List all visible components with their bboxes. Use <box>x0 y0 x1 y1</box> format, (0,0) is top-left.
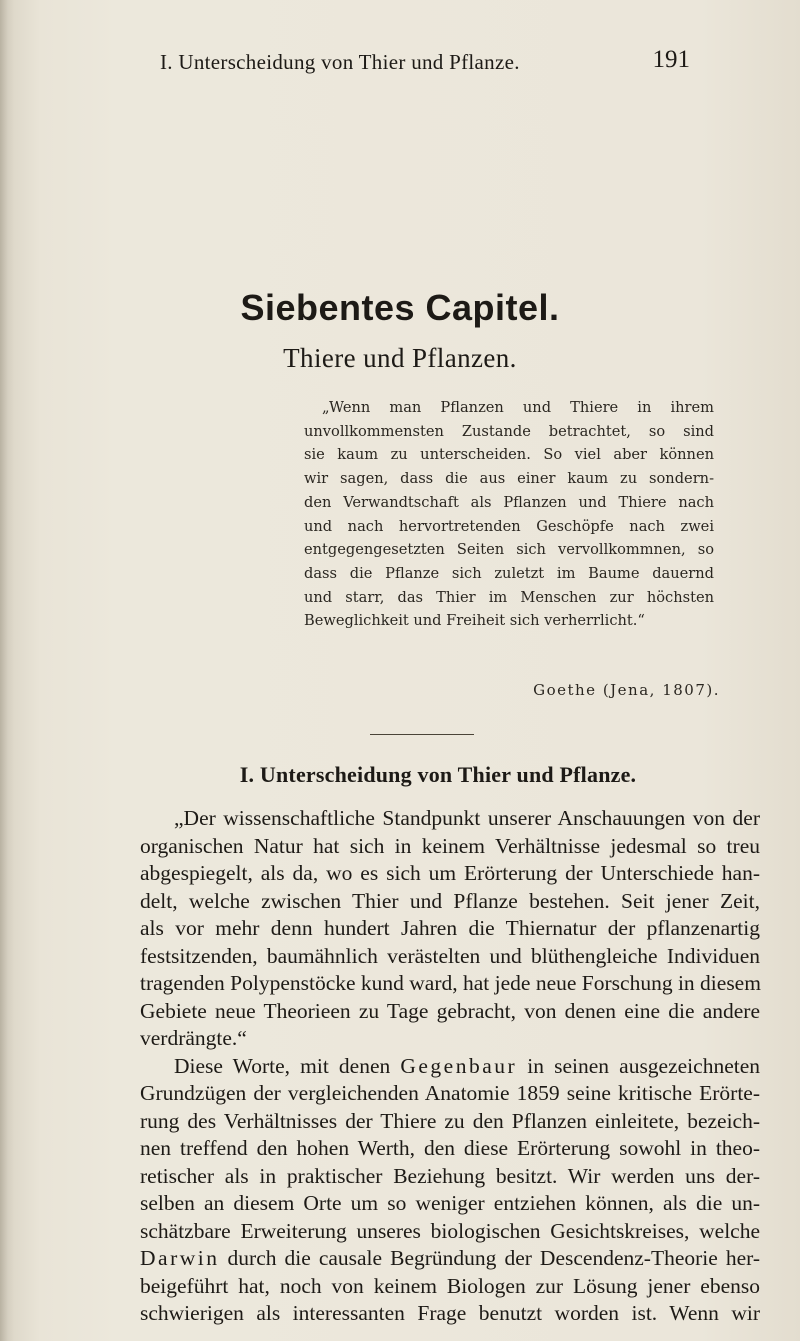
epigraph <box>304 396 714 633</box>
section-heading: I. Unterscheidung von Thier und Pflanze. <box>239 762 637 787</box>
body-line-with-author <box>140 1245 760 1273</box>
body-line: retischer als in praktischer Beziehung besitzt. Wir werden uns der- <box>140 1163 760 1188</box>
epigraph-line: und starr, das Thier im Menschen zur höchsten <box>304 588 714 606</box>
page-number: 191 <box>652 46 690 73</box>
body-line: beigeführt hat, noch von keinem Biologen zur Lösung jener ebenso <box>140 1273 760 1298</box>
body-line: abgespiegelt, als da, wo es sich um Erörterung der Unterschiede han- <box>140 861 760 885</box>
epigraph-line: „Wenn man Pflanzen und Thiere in ihrem <box>322 399 714 416</box>
body-line: schätzbare Erweiterung unseres biologischen Gesichtskreises, welche <box>140 1218 760 1243</box>
body-line-rest: durch die causale Begründung der Descendenz-Theorie her- <box>227 1246 761 1270</box>
epigraph-line: entgegengesetzten Seiten sich vervollkommnen, so <box>304 541 714 559</box>
epigraph-line: den Verwandtschaft als Pflanzen und Thiere nach <box>304 493 714 511</box>
body-line: rung des Verhältnisses der Thiere zu den Pflanzen einleitete, bezeich- <box>140 1108 760 1133</box>
body-line: verdrängte.“ <box>140 1026 247 1050</box>
body-line: als vor mehr denn hundert Jahren die Thiernatur der pflanzenartig <box>140 916 760 940</box>
section-separator-rule <box>370 734 474 735</box>
epigraph-line: sie kaum zu unterscheiden. So viel aber können <box>304 446 714 464</box>
author-name-darwin: Darwin <box>140 1246 220 1270</box>
epigraph-line: und nach hervortretenden Geschöpfe nach zwei <box>304 517 714 535</box>
body-text <box>140 805 760 1328</box>
body-line: tragenden Polypenstöcke kund ward, hat jede neue Forschung in diesem <box>140 971 761 995</box>
body-line: „Der wissenschaftliche Standpunkt unserer Anschauungen von der <box>174 806 760 830</box>
body-line-rest: in seinen ausgezeichneten <box>527 1053 761 1078</box>
body-line: schwierigen als interessanten Frage benutzt worden ist. Wenn wir <box>140 1301 760 1325</box>
body-line-start: Diese Worte, mit denen <box>174 1053 391 1078</box>
body-line: festsitzenden, baumähnlich verästelten und blüthengleiche Individuen <box>140 943 760 968</box>
body-line: Grundzügen der vergleichenden Anatomie 1859 seine kritische Erörte- <box>140 1081 760 1105</box>
running-head: I. Unterscheidung von Thier und Pflanze. <box>160 50 520 74</box>
body-line: delt, welche zwischen Thier und Pflanze bestehen. Seit jener Zeit, <box>140 888 760 913</box>
body-line: organischen Natur hat sich in keinem Verhältnisse jedesmal so treu <box>140 833 760 858</box>
body-line: Gebiete neue Theorieen zu Tage gebracht, von denen eine die andere <box>140 998 760 1023</box>
epigraph-line: Beweglichkeit und Freiheit sich verherrlicht.“ <box>304 612 645 630</box>
epigraph-attribution: Goethe (Jena, 1807). <box>533 681 720 699</box>
chapter-subtitle: Thiere und Pflanzen. <box>283 343 517 373</box>
epigraph-line: dass die Pflanze sich zuletzt im Baume dauernd <box>304 564 714 582</box>
author-name-gegenbaur: Gegenbaur <box>400 1053 518 1078</box>
body-line: nen treffend den hohen Werth, den diese Erörterung sowohl in theo- <box>140 1136 760 1160</box>
binding-gutter-shadow <box>0 0 14 1341</box>
epigraph-line: unvollkommensten Zustande betrachtet, so sind <box>304 422 714 440</box>
epigraph-line: wir sagen, dass die aus einer kaum zu sondern- <box>304 470 714 488</box>
body-line: selben an diesem Orte um so weniger entziehen können, als die un- <box>140 1191 760 1215</box>
body-line-with-author <box>140 1053 760 1081</box>
chapter-title: Siebentes Capitel. <box>240 287 560 328</box>
